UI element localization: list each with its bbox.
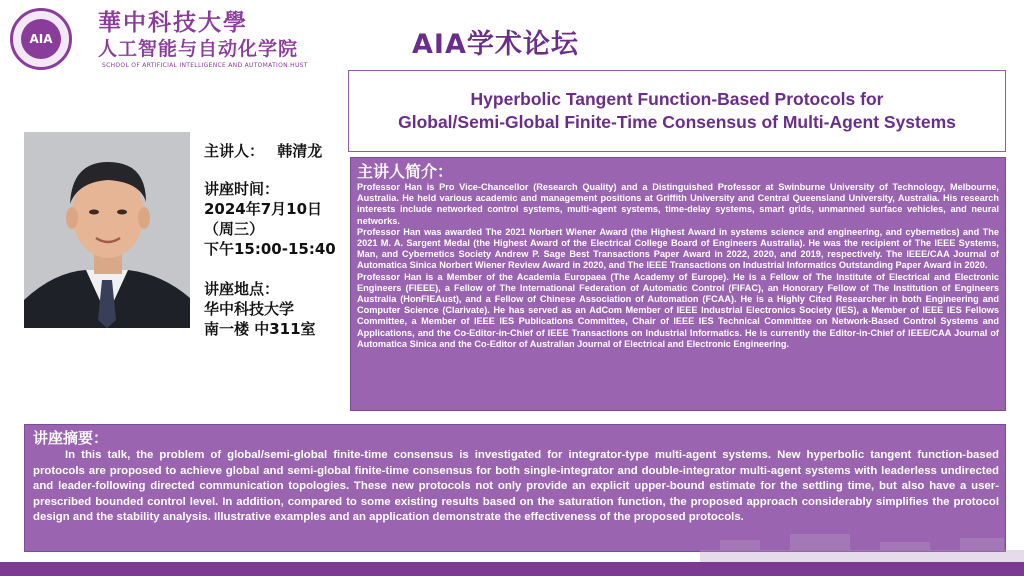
bio-paragraph-3: Professor Han is a Member of the Academia Europaea (The Academy of Europe). He is a Fellow of The Institute of Electrical and Electronic Engineers (FIEEE), a Fellow of The International Federation of Automatic Control (FIFAC), an Honorary Fellow of The Institution of Engineers Australia (HonFIEAust), and a Fellow of Chinese Association of Automation (FCAA). He is a Highly Cited Researcher in both Engineering and Computer Science (Clarivate). He has served as an AdCom Member of IEEE Industrial Electronics Society (IES), a Member of IEEE IES Fellows Committee, a Member of IEEE IES Publications Committee, Chair of IEEE IES Technical Committee on Network-Based Control Systems and Applications, and the Co-Editor-in-Chief of IEEE Transactions on Industrial Informatics. He is currently the Editor-in-Chief of IEEE/CAA Journal of Automatica Sinica and the Co-Editor of Australian Journal of Electrical and Electronic Engineering. (357, 271, 999, 349)
speaker-portrait-icon (24, 132, 190, 328)
school-name-en: SCHOOL OF ARTIFICIAL INTELLIGENCE AND AUTOMATION.HUST (102, 62, 308, 69)
time-label: 讲座时间： (204, 180, 280, 198)
talk-title-line-1: Hyperbolic Tangent Function-Based Protocols for (470, 89, 884, 109)
abstract-text: In this talk, the problem of global/semi-global finite-time consensus is investigated for integrator-type multi-agent systems. New hyperbolic tangent function-based protocols are proposed to achieve global and semi-global finite-time consensus for both single-integrator and double-integrator multi-agent systems with leaderless undirected and leader-following directed communication topologies. These new protocols not only provide an explicit upper-bound estimate for the settling time, but also have a user-prescribed bounded control level. In addition, compared to some existing results based on the saturation function, the proposed approach considerably simplifies the protocol design and the stability analysis. Illustrative examples and an application demonstrate the effectiveness of the proposed protocols. (33, 449, 999, 524)
bio-heading: 主讲人简介： (357, 162, 454, 181)
logo-mark: AIA (21, 19, 61, 59)
speaker-line (204, 140, 322, 161)
university-name: 華中科技大學 (98, 9, 248, 36)
place-label: 讲座地点： (204, 280, 280, 298)
bottom-bar (0, 562, 1024, 576)
talk-title-box (348, 70, 1006, 152)
speaker-photo (24, 132, 190, 328)
forum-title: AIA学术论坛 (412, 29, 579, 60)
campus-skyline-icon (700, 530, 1024, 562)
speaker-label: 主讲人： (204, 142, 265, 160)
school-name-cn: 人工智能与自动化学院 (98, 38, 299, 60)
school-logo (10, 8, 72, 70)
speaker-bio-panel (350, 157, 1006, 411)
talk-date: 2024年7月10日 (204, 200, 323, 218)
abstract-heading: 讲座摘要： (33, 429, 109, 447)
talk-weekday: （周三） (204, 220, 265, 238)
speaker-name: 韩清龙 (277, 142, 323, 160)
bio-paragraph-2: Professor Han was awarded The 2021 Norbert Wiener Award (the Highest Award in systems science and engineering, and cybernetics) and The 2021 M. A. Sargent Medal (the Highest Award of the Electrical College Board of Engineers Australia). He was the recipient of The IEEE Systems, Man, and Cybernetics Society Andrew P. Sage Best Transactions Paper Award in 2022, 2020, and 2019, respectively. The IEEE/CAA Journal of Automatica Sinica Norbert Wiener Review Award in 2020, and The IEEE Transactions on Industrial Informatics Outstanding Paper Award in 2020. (357, 226, 999, 271)
place-line-1: 华中科技大学 (204, 300, 295, 318)
talk-title-line-2: Global/Semi-Global Finite-Time Consensus of Multi-Agent Systems (398, 112, 956, 132)
bio-paragraph-1: Professor Han is Pro Vice-Chancellor (Research Quality) and a Distinguished Professor at Swinburne University of Technology, Melbourne, Australia. He held various academic and management positions at Griffith University and Central Queensland University, Australia. His research interests include networked control systems, multi-agent systems, time-delay systems, smart grids, unmanned surface vehicles, and neural networks. (357, 182, 999, 226)
place-line-2: 南一楼 中311室 (204, 320, 316, 338)
talk-time: 下午15:00-15:40 (204, 240, 336, 258)
